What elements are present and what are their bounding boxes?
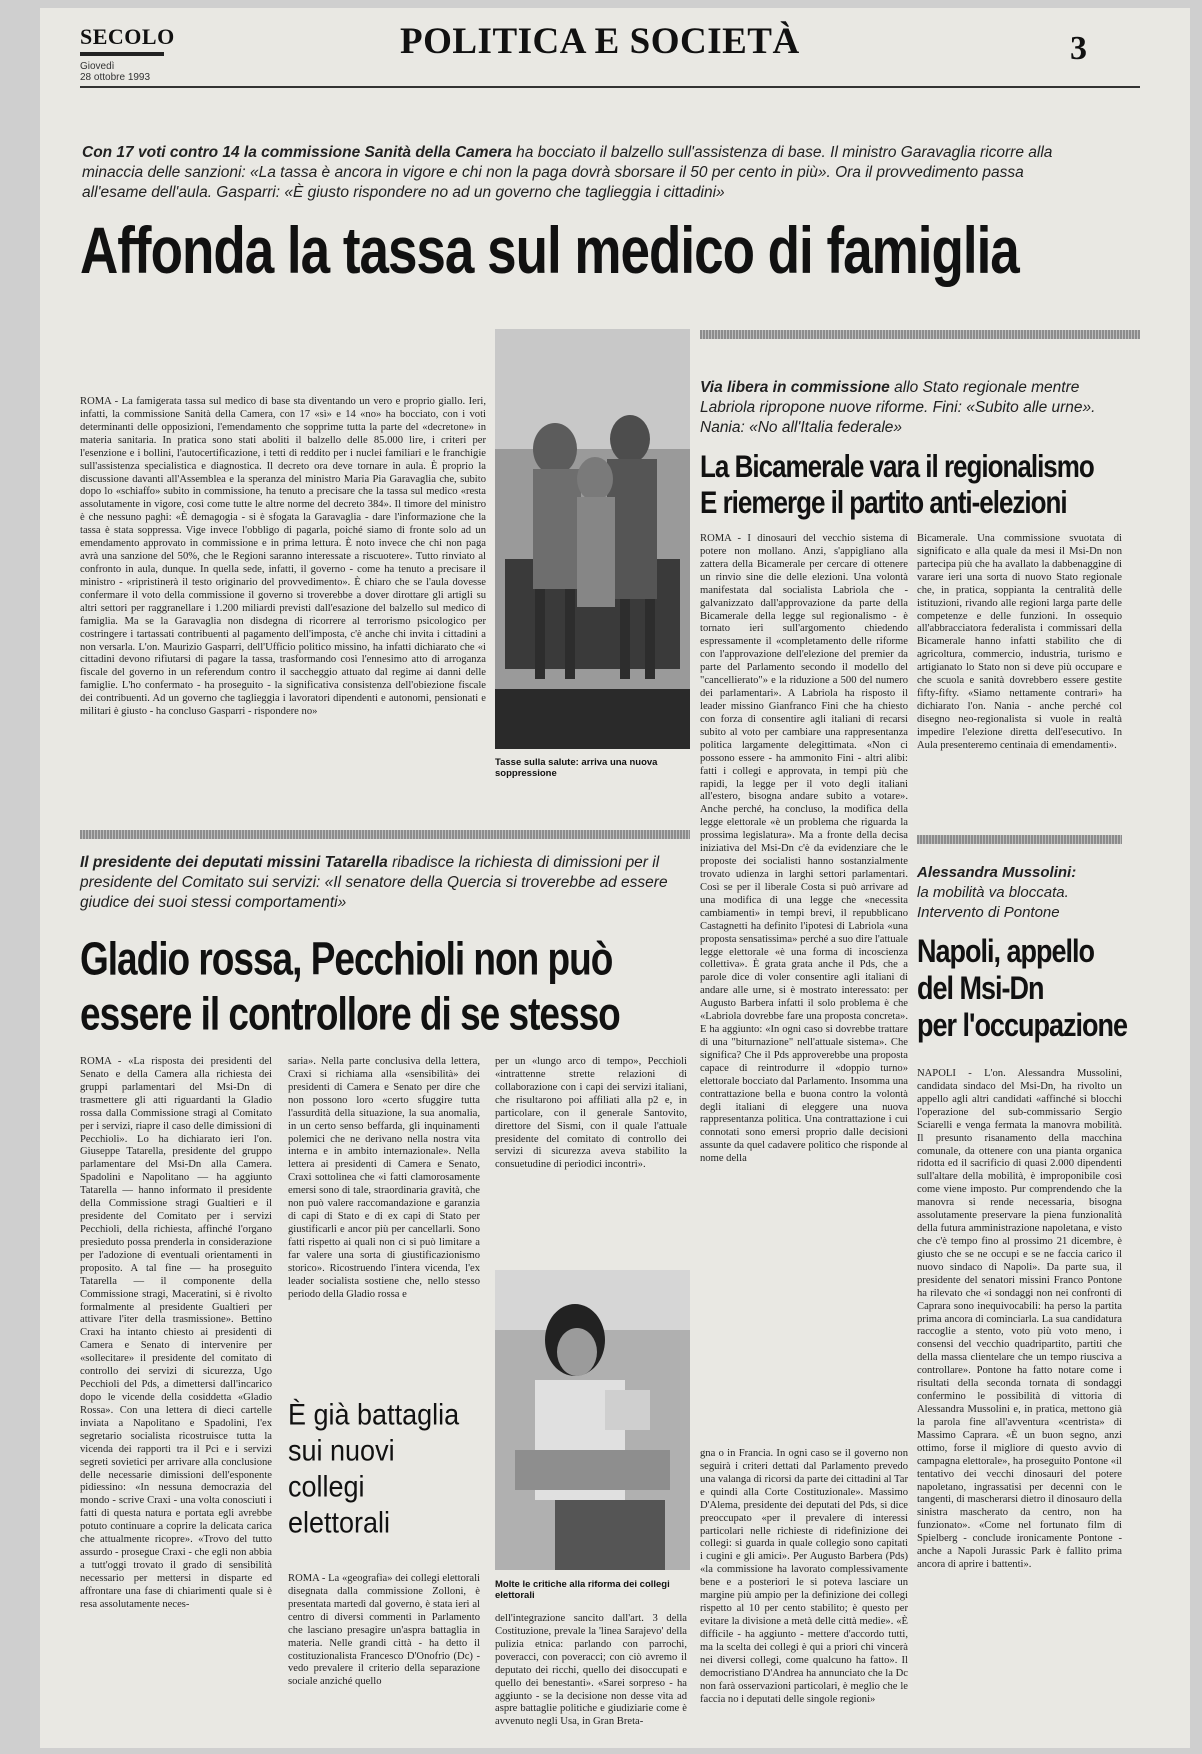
mussolini-kicker-bold: Alessandra Mussolini: <box>917 864 1077 881</box>
gladio-headline-line2: essere il controllore di se stesso <box>80 988 620 1040</box>
newspaper-page <box>40 8 1190 1748</box>
collegi-headline-line2: sui nuovi <box>288 1434 395 1467</box>
lead-kicker-rest: ha bocciato il balzello sull'assistenza di base. Il ministro Garavaglia ricorre alla minaccia delle sanzioni: «La tassa è ancora in vigore e chi non la paga dovrà sborsare il 50 per cento in più». Ora il provvedimento passa all'esame dell'aula. Gasparri: «È giusto rispondere no ad un governo che taglieggia i cittadini» <box>82 144 1053 202</box>
lead-kicker-bold: Con 17 voti contro 14 la commissione Sanità della Camera <box>82 144 512 161</box>
mussolini-kicker-rest: la mobilità va bloccata. Intervento di Pontone <box>917 883 1069 921</box>
masthead-day: Giovedì <box>80 61 115 72</box>
collegi-col3: gna o in Francia. In ogni caso se il governo non seguirà i criteri dettati dal Parlamento prevedo una valanga di ricorsi da parte dei cittadini al Tar e quindi alla Corte Costituzionale». Massimo D'Alema, presidente dei deputati del Pds, si dice preoccupato «per il prevalere di interessi particolari nelle richieste di ridefinizione dei collegi: si guarda in quale collegio sono capitati i cugini e gli amici». Per Augusto Barbera (Pds) «la commissione ha lavorato complessivamente bene e a posteriori le si poteva lasciare un margine più ampio per la definizione dei collegi rispetto al 10 per cento stabilito; è questo per evitare la divisione a metà delle città medie». «È difficile - ha aggiunto - mettere d'accordo tutti, ma la scelta dei collegi è qui a priori chi vincerà nei diversi collegi, come qualcuno ha fatto». Il democristiano D'Andrea ha annunciato che la Dc non farà osservazioni particolari, è meglio che le faccia no i deputati delle singole regioni» <box>700 1448 908 1705</box>
collegi-photo-image <box>495 1270 690 1570</box>
mussolini-headline-line3: per l'occupazione <box>917 1007 1127 1043</box>
page-number: 3 <box>1070 30 1087 67</box>
collegi-photo-caption: Molte le critiche alla riforma dei collegi elettorali <box>495 1579 670 1601</box>
gladio-col3: per un «lungo arco di tempo», Pecchioli «intrattenne strette relazioni di collaborazione con i capi dei servizi italiani, che risultarono poi affiliati alla p2 e, in particolare, con il generale Santovito, direttore del Sismi, con il quale l'attuale presidente del comitato di controllo dei servizi di sicurezza aveva stabilito la consuetudine di periodici incontri». <box>495 1056 687 1171</box>
masthead-logo: SECOLO <box>80 24 175 49</box>
collegi-headline-line3: collegi <box>288 1470 365 1503</box>
mussolini-body: NAPOLI - L'on. Alessandra Mussolini, candidata sindaco del Msi-Dn, ha rivolto un appello agli altri candidati «affinché si blocchi l'operazione del sub-commissario Sergio Sciarelli e venga fermata la manovra mobilità. Il presunto risanamento della macchina comunale, da ottenere con una pianta organica ridotta ed il sacrificio di quasi 2.000 dipendenti sull'altare della mobilità, è improponibile così come viene imposto. Pur comprendendo che la manovra si rende necessaria, bisogna assolutamente preservare la piena funzionalità della futura amministrazione napoletana, e visto che c'è tempo fino al prossimo 21 dicembre, è giusto che se ne occupi e se ne faccia carico il nuovo sindaco di Napoli». Da parte sua, il presidente del senatori missini Franco Pontone ha rilevato che «i sondaggi non nei confronti di Caprara sono inequivocabili: ha perso la partita prima ancora di cominciarla. La sua candidatura raccoglie a stento, voto più voto meno, i consensi del vecchio quadripartito, partiti che della massa clientelare che un tempo riusciva a controllare». Pontone ha fatto notare come i risultati della seconda tornata di sondaggi confermino le possibilità di vittoria di Alessandra Mussolini e, in pratica, mettono già la parola fine all'avventura «centrista» di Massimo Caprara. «È un buon segno, anzi ottimo, forse il migliore di questo avvio di campagna elettorale», ha proseguito Pontone «il tentativo dei vecchi dinosauri del potere napoletano, ingrassatisi per decenni con le tangenti, di mascherarsi dietro il dinosauro della sinistra mascherato da centro, non ha funzionato». «Come nel fortunato film di Spielberg - conclude ironicamente Pontone - anche a Napoli Jurassic Park è fallito prima ancora di aprire i battenti». <box>917 1068 1122 1571</box>
regional-kicker-bold: Via libera in commissione <box>700 379 890 396</box>
collegi-col2: dell'integrazione sancito dall'art. 3 della Costituzione, prevale la 'linea Sarajevo' della pulizia etnica: parlando con parrochi, poveracci, con poveracci; con ciò avremo il deputato dei ricchi, quello dei disoccupati e quello dei benestanti». «Sarei sorpreso - ha aggiunto - se la decisione non desse vita ad aspre battaglie politiche e giudiziarie come è avvenuto negli Usa, in Gran Breta- <box>495 1613 687 1728</box>
lead-photo-caption: Tasse sulla salute: arriva una nuova soppressione <box>495 757 658 779</box>
regional-col2: Bicamerale. Una commissione svuotata di significato e alla quale da mesi il Msi-Dn non partecipa più che ha avallato la dabbenaggine di varare ieri una sorta di nuovo Stato regionale che, in pratica, soppianta la centralità delle istituzioni, rivando alle regioni larga parte delle competenze e delle funzioni. In ossequio all'abbracciatora federalista i commissari della Bicamerale hanno infatti stabilito che di agricoltura, commercio, industria, turismo e artigianato lo Stato non si deve più occupare e che scuola e sanità dovrebbero essere gestite fifty-fifty. «Siamo nettamente contrari» ha dichiarato l'on. Nania - anche perché col disegno neo-regionalista si vuole in realtà impedire l'elezione diretta dell'esecutivo. In Aula presenteremo centinaia di emendamenti». <box>917 533 1122 751</box>
mussolini-headline-line1: Napoli, appello <box>917 933 1095 969</box>
regional-headline-line1: La Bicamerale vara il regionalismo <box>700 448 1094 484</box>
regional-col1: ROMA - I dinosauri del vecchio sistema di potere non mollano. Anzi, s'appigliano alla zattera della Bicamerale per cercare di ottenere un rinvio sine die delle elezioni. Una volontà manifestata dal socialista Labriola che - galvanizzato dall'approvazione da parte della Bicamerale della legge sul regionalismo - è tornato ieri sull'argomento chiedendo espressamente il «completamento delle riforme con l'approvazione dell'elezione del premier da parte del Parlamento secondo il modello del "cancellierato"» e la riduzione a 500 del numero dei parlamentari». A Labriola ha risposto il leader missino Gianfranco Fini che ha chiesto con forza di consentire agli italiani di recarsi subito al voto per cambiare una rappresentanza politica largamente delegittimata. «Non ci possono essere - ha ammonito Fini - altri alibi: fatti i collegi e approvata, in tempi più che rapidi, la legge per il voto degli italiani all'estero, bisogna andare subito a votare». Anche perché, ha concluso, la modifica della legge elettorale «è un problema che riguarda la prossima legislatura». Ma a fronte della decisa iniziativa del Msi-Dn c'è da evidenziare che le proposte dei socialisti hanno sostanzialmente trovato udienza in larghi settori parlamentari. Così se per il liberale Costa si può arrivare ad una modifica di una legge che «necessita cambiamenti» in tempi brevi, il repubblicano Castagnetti ha definito l'ipotesi di Labriola «una proposta sensatissima» perché a suo dire l'attuale legge elettorale «è una forma di incoscienza collettiva». È grata grata anche il Pds, che a parole dice di voler consentire agli italiani di andare alle urne, si è mostrato interessato: per Augusto Barbera infatti il solo problema è che «Labriola dovrebbe fare una proposta concreta». E ha aggiunto: «In ogni caso si dovrebbe trattare di una "biturnazione" nell'attuale sistema». Che significa? Che il Pds approverebbe una proposta capace di reintrodurre il «doppio turno» elettorale bocciato dal Parlamento. Insomma una contrattazione bella e buona contro la volontà degli italiani di eleggere una nuova rappresentanza politica. Una contrattazione i cui connotati sono emersi proprio dalle decisioni assunte da quel cadavere politico che risponde al nome della <box>700 533 908 1165</box>
gladio-col2: saria». Nella parte conclusiva della lettera, Craxi si richiama alla «sensibilità» dei presidenti di Camera e Senato per dire che non possono loro «certo sfuggire tutta l'assurdità della situazione, la sua anomalia, in un certo senso beffarda, gli inquinamenti polemici che ne derivano nella nostra vita interna e in ambito internazionale». Nella lettera ai presidenti di Camera e Senato, Craxi sottolinea che «i fatti clamorosamente emersi sono di tale, straordinaria gravità, che non può valere raccomandazione e garanzia di capi di Stato e di ex capi di Stato per giustificarli e ancor più per cancellarli. Sono fatti rispetto ai quali non ci si può limitare a far valere una sorta di giustificazionismo storico». Ricostruendo l'intera vicenda, l'ex leader socialista sostiene che, nello stesso periodo della Gladio rossa e <box>288 1056 480 1300</box>
lead-headline: Affonda la tassa sul medico di famiglia <box>80 214 1019 288</box>
mussolini-headline-line2: del Msi-Dn <box>917 970 1044 1006</box>
regional-headline-line2: E riemerge il partito anti-elezioni <box>700 484 1067 520</box>
lead-body: ROMA - La famigerata tassa sul medico di base sta diventando un vero e proprio giallo. Ieri, infatti, la commissione Sanità della Camera, con 17 «sì» e 14 «no» ha bocciato, con i voti determinanti delle opposizioni, l'emendamento che sopprime tutta la parte del «decretone» in materia sanitaria. In pratica sono stati aboliti il balzello delle 85.000 lire, i criteri per l'esenzione e i bollini, l'autocertificazione, i tetti di reddito per i nuclei familiari e le franchigie sull'assistenza specialistica e diagnostica. Il decreto ora deve tornare in aula. È proprio la discussione davanti all'Assemblea e la speranza del ministro Maria Pia Garavaglia che, subito dopo lo «schiaffo» subito in commissione, ha tenuto a precisare che la tassa sul medico «resta assolutamente in vigore, così come tutte le altre norme del decreto 384». Il timore del ministro è che nessuno paghi: «È demagogia - si è sfogata la Garavaglia - dare l'informazione che la tassa è stata soppressa. Vige invece l'obbligo di pagarla, poiché siamo di fronte solo ad un emendamento approvato in commissione e in prima lettura. È noto invece che chi non paga avrà una sanzione del 50%, che le Regioni saranno interessate a riscuotere». Tutto rinviato al confronto in aula, dunque. In quella sede, infatti, il governo - come ha tenuto a precisare il ministro - «ripristinerà il testo originario del provvedimento». È chiaro che se l'aula dovesse confermare il voto della commissione il governo si troverebbe a dover dirottare gli artigli su altri settori per raggranellare i 1.200 miliardi previsti dall'esazione del balzello sul medico di famiglia. Ma se la Garavaglia non disdegna di ricorrere al terrorismo psicologico per costringere i tartassati contribuenti al pagamento dell'imposta, c'è anche chi invita i cittadini a non versarla. L'on. Maurizio Gasparri, dell'Ufficio politico missino, ha infatti dichiarato che «i cittadini devono rifiutarsi di pagare la tassa, trasformando così l'ennesimo atto di arroganza fiscale del governo in un referendum contro il saccheggio attuato dal regime ai danni delle famiglie. L'ho confermato - ha proseguito - la significativa consistenza dell'obiezione fiscale dei contribuenti. Ad un governo che taglieggia i lavoratori dipendenti e autonomi, pensionati e militari è giusto - ha concluso Gasparri - rispondere no» <box>80 396 486 718</box>
masthead-date: 28 ottobre 1993 <box>80 72 151 83</box>
regional-kicker-rest: allo Stato regionale mentre Labriola ripropone nuove riforme. Fini: «Subito alle urne». Nania: «No all'Italia federale» <box>700 379 1096 437</box>
gladio-col1: ROMA - «La risposta dei presidenti del Senato e della Camera alla richiesta dei gruppi parlamentari del Msi-Dn di trasmettere gli atti riguardanti la Gladio rossa dalla Commissione stragi al Comitato per i servizi, riapre il caso delle dimissioni di Pecchioli». Lo ha dichiarato ieri l'on. Giuseppe Tatarella, presidente del gruppo parlamentare del Msi-Dn alla Camera. Spadolini e Napolitano — ha aggiunto Tatarella — hanno informato il presidente della Commissione stragi Gualtieri e il presidente del Comitato per i servizi Pecchioli, della richiesta, affinché l'organo presieduto possa prenderla in considerazione per l'adozione di eventuali orientamenti in proposito. A tal fine — ha proseguito Tatarella — il componente della Commissione stragi, Maceratini, si è rivolto formalmente al presidente Gualtieri per attivare l'iter della trasmissione». Bettino Craxi ha intanto chiesto ai presidenti di Camera e Senato di intervenire per «sollecitare» il presidente del comitato di controllo dei servizi di sicurezza, Ugo Pecchioli del Pds, a dimettersi dall'incarico dopo le vicende della cosiddetta «Gladio Rossa». Con una lettera di dieci cartelle inviata a Napolitano e Spadolini, l'ex segretario socialista ricostruisce tutta la vicenda dei rapporti tra il Pci e i servizi segreti sovietici per arrivare alla conclusione delle necessarie dimissioni dell'esponente pidiessino: «In nessuna democrazia del mondo - scrive Craxi - una volta conosciuti i fatti di questa natura e portata egli avrebbe potuto continuare a coprire la delicata carica che attualmente ricopre». «Trovo del tutto assurdo - prosegue Craxi - che egli non abbia a tutt'oggi trovato il grado di sensibilità necessario per mettersi in disparte ed affrontare una fase di chiarimenti quale si è resa assolutamente neces- <box>80 1056 272 1610</box>
gladio-headline-line1: Gladio rossa, Pecchioli non può <box>80 933 613 985</box>
gladio-kicker-bold: Il presidente dei deputati missini Tatarella <box>80 854 388 871</box>
gladio-kicker-rest: ribadisce la richiesta di dimissioni per il presidente del Comitato sui servizi: «Il senatore della Quercia si troverebbe ad essere giudice dei suoi stessi comportamenti» <box>80 854 668 912</box>
collegi-article <box>40 8 1190 1748</box>
section-title: POLITICA E SOCIETÀ <box>400 21 800 62</box>
collegi-headline-line1: È già battaglia <box>288 1398 460 1431</box>
collegi-col1: ROMA - La «geografia» dei collegi elettorali disegnata dalla commissione Zolloni, è presentata martedì dal governo, è stata ieri al centro di diversi commenti in Parlamento che lasciano presagire un'aspra battaglia in materia. Nelle grandi città - ha detto il costituzionalista Francesco D'Onofrio (Dc) - vedo prevalere il criterio della separazione sociale anziché quello <box>288 1573 480 1688</box>
collegi-photo <box>495 1270 690 1570</box>
collegi-headline-line4: elettorali <box>288 1506 391 1539</box>
